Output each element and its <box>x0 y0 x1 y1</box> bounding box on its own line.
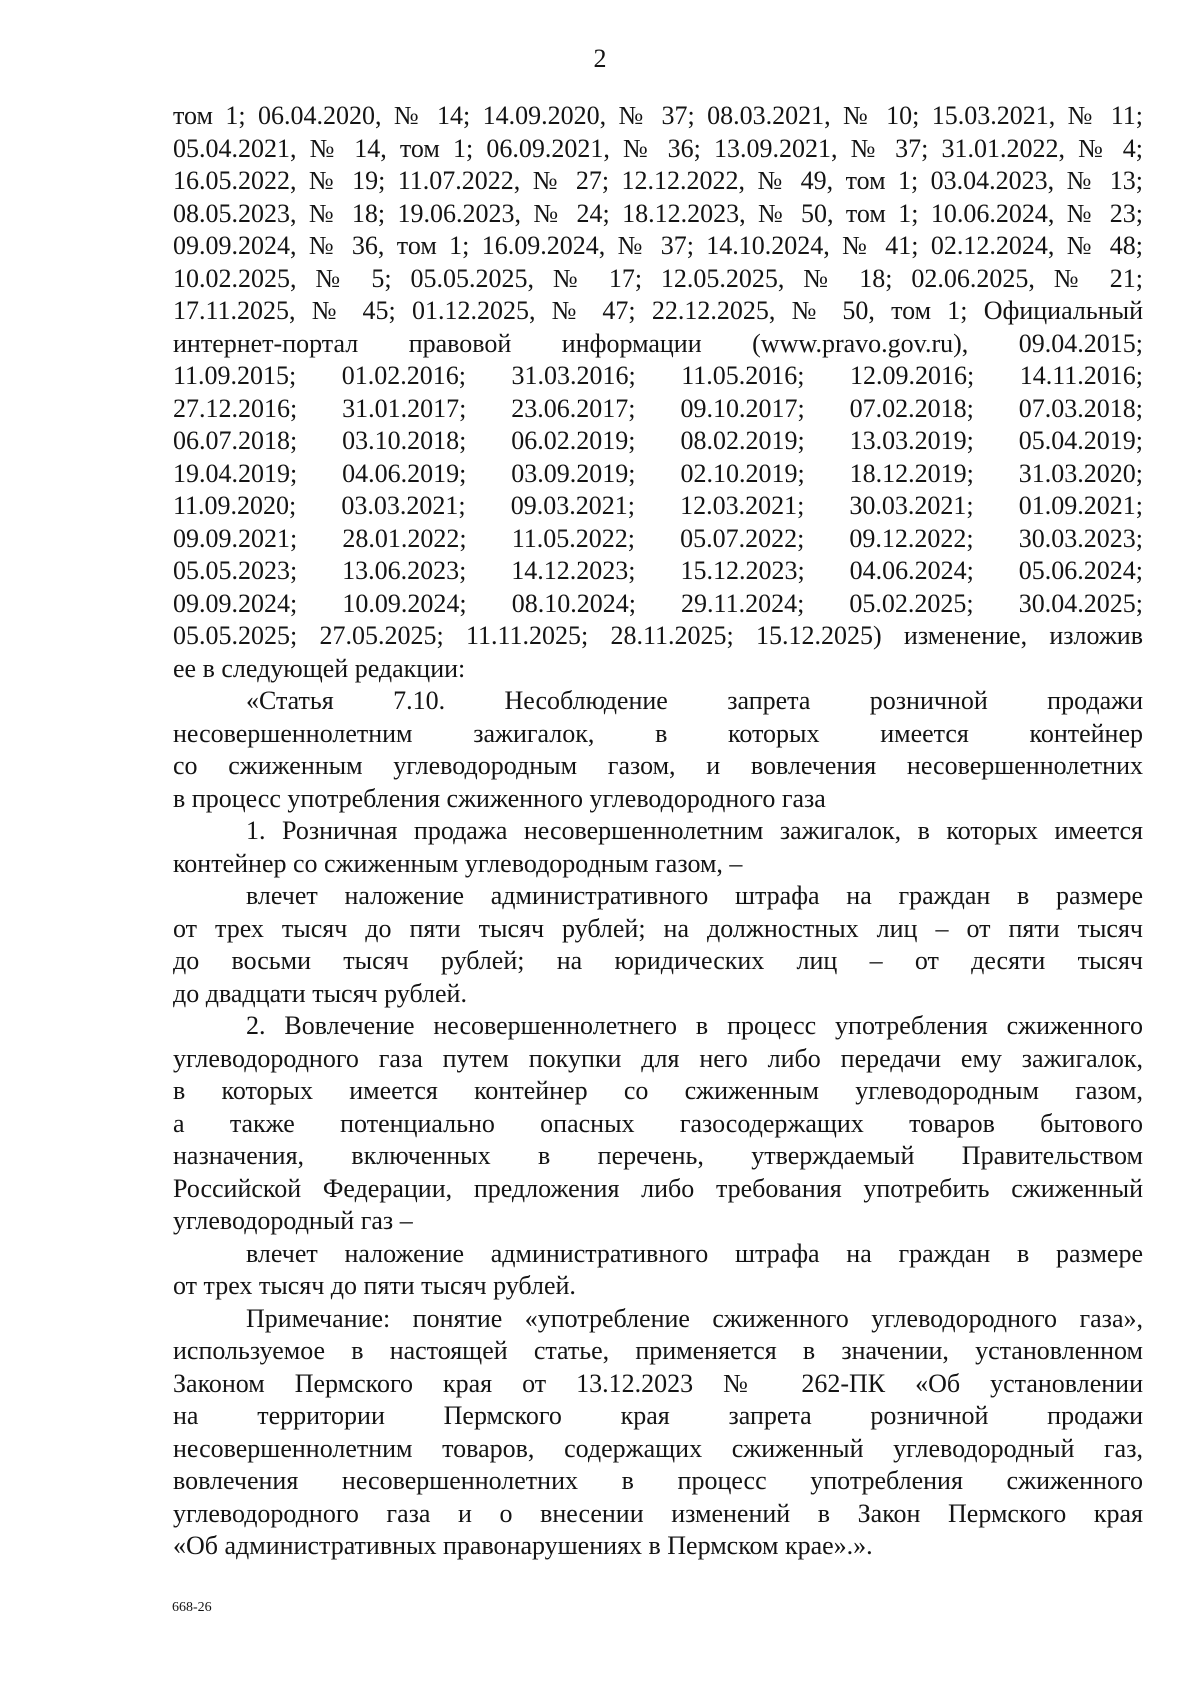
text-line: на территории Пермского края запрета розничной продажи <box>173 1401 1143 1430</box>
text-line: 19.04.2019; 04.06.2019; 03.09.2019; 02.10.2019; 18.12.2019; 31.03.2020; <box>173 458 1143 488</box>
text-line: 1. Розничная продажа несовершеннолетним зажигалок, в которых имеется <box>246 816 1143 845</box>
text-line: назначения, включенных в перечень, утверждаемый Правительством <box>173 1141 1143 1170</box>
text-line: углеводородный газ – <box>173 1206 413 1235</box>
text-line: 08.05.2023, № 18; 19.06.2023, № 24; 18.12.2023, № 50, том 1; 10.06.2024, № 23; <box>173 198 1143 228</box>
text-line: в процесс употребления сжиженного углеводородного газа <box>173 783 826 813</box>
text-line: от трех тысяч до пяти тысяч рублей. <box>173 1271 576 1300</box>
text-line: 05.04.2021, № 14, том 1; 06.09.2021, № 36; 13.09.2021, № 37; 31.01.2022, № 4; <box>173 133 1143 163</box>
text-line: в которых имеется контейнер со сжиженным углеводородным газом, <box>173 1076 1143 1105</box>
text-line: «Об административных правонарушениях в Пермском крае».». <box>173 1531 873 1560</box>
text-line: 16.05.2022, № 19; 11.07.2022, № 27; 12.12.2022, № 49, том 1; 03.04.2023, № 13; <box>173 166 1143 195</box>
text-line: 2. Вовлечение несовершеннолетнего в процесс употребления сжиженного <box>246 1011 1143 1040</box>
text-line: со сжиженным углеводородным газом, и вовлечения несовершеннолетних <box>173 751 1143 780</box>
text-line: 09.09.2021; 28.01.2022; 11.05.2022; 05.07.2022; 09.12.2022; 30.03.2023; <box>173 523 1143 553</box>
text-line: 05.05.2023; 13.06.2023; 14.12.2023; 15.12.2023; 04.06.2024; 05.06.2024; <box>173 556 1143 585</box>
text-line: влечет наложение административного штрафа на граждан в размере <box>246 881 1143 910</box>
text-line: Российской Федерации, предложения либо требования употребить сжиженный <box>173 1173 1143 1203</box>
text-line: 11.09.2015; 01.02.2016; 31.03.2016; 11.05.2016; 12.09.2016; 14.11.2016; <box>173 361 1143 390</box>
text-line: Законом Пермского края от 13.12.2023 № 262-ПК «Об установлении <box>173 1368 1143 1398</box>
text-line: ее в следующей редакции: <box>173 653 466 683</box>
text-line: 10.02.2025, № 5; 05.05.2025, № 17; 12.05.2025, № 18; 02.06.2025, № 21; <box>173 263 1143 293</box>
text-line: до восьми тысяч рублей; на юридических лиц – от десяти тысяч <box>173 946 1143 975</box>
text-line: вовлечения несовершеннолетних в процесс употребления сжиженного <box>173 1466 1143 1495</box>
text-line: 09.09.2024; 10.09.2024; 08.10.2024; 29.11.2024; 05.02.2025; 30.04.2025; <box>173 588 1143 618</box>
text-line: интернет-портал правовой информации (www.pravo.gov.ru), 09.04.2015; <box>173 328 1143 358</box>
text-line: 27.12.2016; 31.01.2017; 23.06.2017; 09.10.2017; 07.02.2018; 07.03.2018; <box>173 393 1143 423</box>
text-line: используемое в настоящей статье, применяется в значении, установленном <box>173 1336 1143 1365</box>
text-line: до двадцати тысяч рублей. <box>173 978 467 1008</box>
text-line: углеводородного газа путем покупки для него либо передачи ему зажигалок, <box>173 1043 1143 1073</box>
text-line: Примечание: понятие «употребление сжиженного углеводородного газа», <box>246 1303 1143 1333</box>
text-line: несовершеннолетним товаров, содержащих сжиженный углеводородный газ, <box>173 1433 1143 1463</box>
text-line: 05.05.2025; 27.05.2025; 11.11.2025; 28.11.2025; 15.12.2025) изменение, изложив <box>173 621 1143 650</box>
text-line: влечет наложение административного штрафа на граждан в размере <box>246 1238 1143 1268</box>
document-code: 668-26 <box>172 1600 212 1615</box>
text-line: контейнер со сжиженным углеводородным газом, – <box>173 848 743 878</box>
text-line: углеводородного газа и о внесении изменений в Закон Пермского края <box>173 1498 1143 1528</box>
page-number: 2 <box>593 44 607 73</box>
text-line: 17.11.2025, № 45; 01.12.2025, № 47; 22.12.2025, № 50, том 1; Официальный <box>173 296 1143 325</box>
text-line: «Статья 7.10. Несоблюдение запрета розничной продажи <box>246 686 1143 715</box>
text-line: 11.09.2020; 03.03.2021; 09.03.2021; 12.03.2021; 30.03.2021; 01.09.2021; <box>173 491 1143 520</box>
text-line: а также потенциально опасных газосодержащих товаров бытового <box>173 1108 1143 1138</box>
text-line: 06.07.2018; 03.10.2018; 06.02.2019; 08.02.2019; 13.03.2019; 05.04.2019; <box>173 426 1143 455</box>
document-body <box>173 100 1143 1563</box>
text-line: несовершеннолетним зажигалок, в которых имеется контейнер <box>173 718 1143 748</box>
text-line: от трех тысяч до пяти тысяч рублей; на должностных лиц – от пяти тысяч <box>173 913 1143 943</box>
text-line: том 1; 06.04.2020, № 14; 14.09.2020, № 37; 08.03.2021, № 10; 15.03.2021, № 11; <box>173 101 1143 130</box>
text-line: 09.09.2024, № 36, том 1; 16.09.2024, № 37; 14.10.2024, № 41; 02.12.2024, № 48; <box>173 231 1143 260</box>
